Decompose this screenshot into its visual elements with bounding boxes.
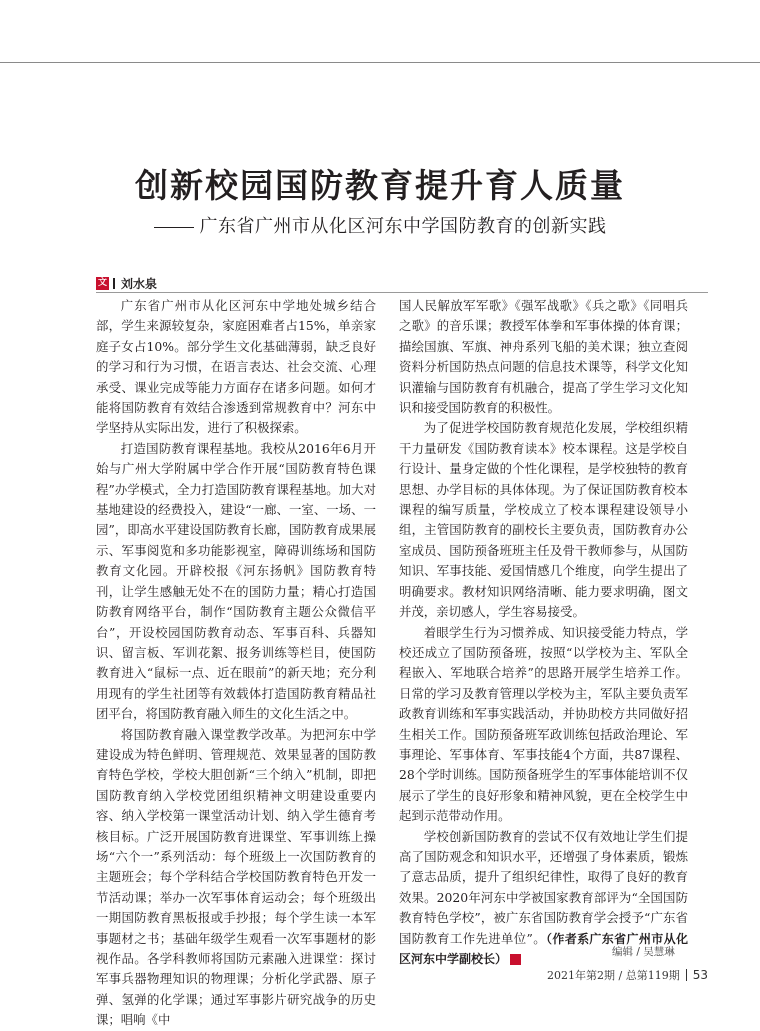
author-note: （作者系广东省广州市从化区河东中学副校长） bbox=[399, 931, 688, 966]
author-tag-icon: 文 bbox=[97, 278, 107, 288]
editor-credit: 编辑 / 吴慧琳 bbox=[612, 946, 675, 958]
subtitle-text: 广东省广州市从化区河东中学国防教育的创新实践 bbox=[199, 216, 607, 237]
subtitle-dash bbox=[154, 227, 194, 228]
paragraph: 着眼学生行为习惯养成、知识接受能力特点，学校还成立了国防预备班，按照“以学校为主、军队全程嵌入、军地联合培养”的思路开展学生培养工作。日常的学习及教育管理以学校为主，军队主要负责军政教育训练和军事实践活动，并协助校方共同做好招生相关工作。国防预备班军政训练包括政治理论、军事理论、军事体育、军事技能4个方面，共87课程、28个学时训练。国防预备班学生的军事体能培训不仅展示了学生的良好形象和精神风貌，更在全校学生中起到示范带动作用。 bbox=[399, 624, 688, 824]
page-footer bbox=[547, 967, 708, 983]
author-divider bbox=[96, 292, 708, 293]
top-rule bbox=[0, 62, 760, 63]
author-line bbox=[96, 275, 157, 292]
paragraph: 打造国防教育课程基地。我校从2016年6月开始与广州大学附属中学合作开展“国防教育特色课程”办学模式，全力打造国防教育课程基地。加大对基地建设的经费投入，建设“一廊、一室、一场、一园”，即高水平建设国防教育长廊，国防教育成果展示、军事阅览和多功能影视室，障碍训练场和国防教育文化园。开辟校报《河东扬帆》国防教育特刊，让学生感触无处不在的国防力量；精心打造国防教育网络平台，制作“国防教育主题公众微信平台”，开设校园国防教育动态、军事百科、兵器知识、留言板、军训花絮、报务训练等栏目，使国防教育进入“鼠标一点、近在眼前”的新天地；充分利用现有的学生社团等有效载体打造国防教育精品社团平台，将国防教育融入师生的文化生活之中。 bbox=[96, 440, 376, 722]
paragraph-continuation: 国人民解放军军歌》《强军战歌》《兵之歌》《同唱兵之歌》的音乐课；教授军体拳和军事体操的体育课；描绘国旗、军旗、神舟系列飞船的美术课；独立查阅资料分析国防热点问题的信息技术课等，科学文化知识灌输与国防教育有机融合，提高了学生学习文化知识和接受国防教育的积极性。 bbox=[399, 298, 688, 416]
page-number: 53 bbox=[692, 968, 708, 982]
article-title: 创新校园国防教育提升育人质量 bbox=[135, 166, 625, 205]
paragraph: 为了促进学校国防教育规范化发展，学校组织精干力量研发《国防教育读本》校本课程。这是学校自行设计、量身定做的个性化课程，是学校独特的教育思想、办学目标的具体体现。为了保证国防教育校本课程的编写质量，学校成立了校本课程建设领导小组，主管国防教育的副校长主要负责，国防教育办公室成员、国防预备班班主任及骨干教师参与，从国防知识、军事技能、爱国情感几个维度，向学生提出了明确要求。教材知识网络清晰、能力要求明确，图文并茂，亲切感人，学生容易接受。 bbox=[399, 420, 688, 620]
column-left bbox=[96, 296, 376, 1028]
end-mark-icon: G bbox=[510, 954, 521, 965]
footer-separator bbox=[686, 969, 687, 981]
paragraph: 将国防教育融入课堂教学改革。为把河东中学建设成为特色鲜明、管理规范、效果显著的国防教育特色学校，学校大胆创新“三个纳入”机制，即把国防教育纳入学校党团组织精神文明建设重要内容、纳入学校第一课堂活动计划、纳入学生德育考核目标。广泛开展国防教育进课堂、军事训练上操场“六个一”系列活动：每个班级上一次国防教育的主题班会；每个学科结合学校国防教育特色开发一节活动课；举办一次军事体育运动会；每个班级出一期国防教育黑板报或手抄报；每个学生读一本军事题材之书；基础年级学生观看一次军事题材的影视作品。各学科教师将国防元素融入进课堂：探讨军事兵器物理知识的物理课；分析化学武器、原子弹、氢弹的化学课；通过军事影片研究战争的历史课；唱响《中 bbox=[96, 726, 376, 1028]
issue-info: 2021年第2期 / 总第119期 bbox=[547, 969, 680, 982]
paragraph-text: 学校创新国防教育的尝试不仅有效地让学生们提高了国防观念和知识水平，还增强了身体素质，锻炼了意志品质，提升了组织纪律性，取得了良好的教育效果。2020年河东中学被国家教育部评为“全国国防教育特色学校”，被广东省国防教育学会授予“广东省国防教育工作先进单位”。 bbox=[399, 828, 688, 946]
paragraph: 广东省广州市从化区河东中学地处城乡结合部，学生来源较复杂，家庭困难者占15%，单亲家庭子女占10%。部分学生文化基础薄弱，缺乏良好的学习和行为习惯，在语言表达、社会交流、心理承受、课业完成等能力方面存在诸多问题。如何才能将国防教育有效结合渗透到常规教育中？河东中学坚持从实际出发，进行了积极探索。 bbox=[96, 298, 376, 436]
author-name: 刘水泉 bbox=[121, 277, 158, 291]
author-separator bbox=[113, 278, 115, 289]
article-subtitle bbox=[0, 212, 760, 238]
